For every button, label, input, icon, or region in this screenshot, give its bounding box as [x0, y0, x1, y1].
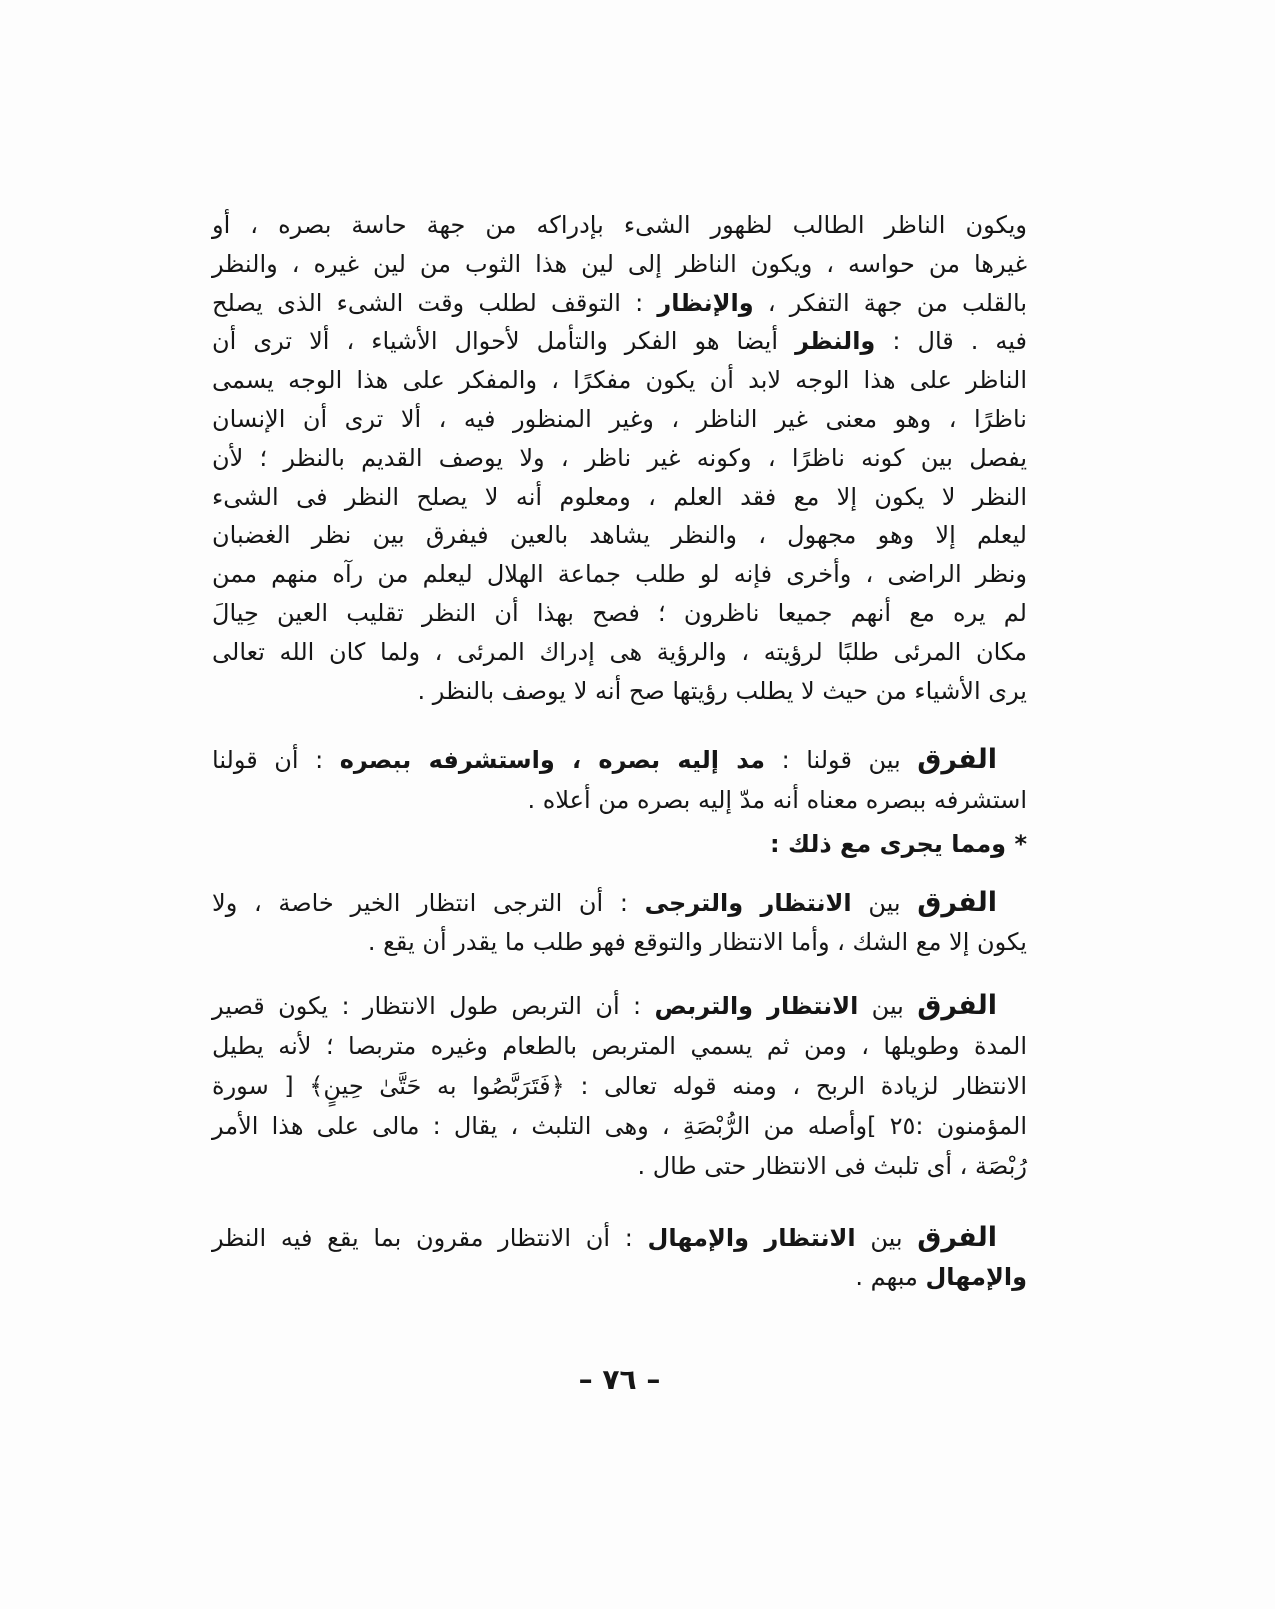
paragraph-lead-word: الفرق [917, 1222, 997, 1253]
bold-term: والإنظار [657, 288, 754, 317]
text-line [212, 322, 1027, 361]
bold-term: مد إليه بصره ، واستشرفه ببصره [339, 746, 766, 774]
paragraph-4 [212, 986, 1027, 1186]
bold-term: الانتظار والإمهال [647, 1224, 856, 1252]
bold-term: والنظر [795, 327, 876, 356]
line-text: مبهم . [855, 1262, 918, 1291]
text-line [212, 986, 1027, 1026]
text-line: ليعلم إلا وهو مجهول ، والنظر يشاهد بالعين فيفرق بين نظر الغضبان [212, 521, 1027, 550]
text-line: ويكون الناظر الطالب لظهور الشىء بإدراكه من جهة حاسة بصره ، أو [212, 211, 1027, 239]
bold-term: الانتظار والترجى [644, 889, 852, 917]
line-text: : أن الترجى انتظار الخير خاصة ، ولا [212, 889, 628, 917]
text-line: استشرفه ببصره معناه أنه مدّ إليه بصره من أعلاه . [527, 785, 1027, 814]
text-line: يكون إلا مع الشك ، وأما الانتظار والتوقع فهو طلب ما يقدر أن يقع . [367, 928, 1027, 956]
line-text: : أن التربص طول الانتظار : يكون قصير [212, 992, 642, 1020]
text-line: الانتظار لزيادة الربح ، ومنه قوله تعالى : ﴿فَتَرَبَّصُوا به حَتَّىٰ حِينٍ﴾ [ سورة [212, 1072, 1027, 1100]
line-text: بين [871, 992, 904, 1020]
text-line [212, 884, 1027, 923]
line-text: : التوقف لطلب وقت الشىء الذى يصلح [212, 288, 644, 317]
page-number: – ٧٦ – [578, 1363, 661, 1396]
line-text: فيه . قال : [892, 327, 1028, 356]
paragraph-3 [212, 884, 1027, 962]
text-line: غيرها من حواسه ، ويكون الناظر إلى لين هذا الثوب من لين غيره ، والنظر [212, 249, 1027, 278]
heading-text: * ومما يجرى مع ذلك : [770, 830, 1027, 858]
text-line [212, 1258, 1027, 1297]
line-text: بين [870, 1224, 903, 1252]
line-text: أيضا هو الفكر والتأمل لأحوال الأشياء ، ألا ترى أن [212, 327, 779, 356]
text-line: المؤمنون :٢٥ ]وأصله من الرُّبْصَةِ ، وهى التلبث ، يقال : مالى على هذا الأمر [212, 1112, 1028, 1140]
paragraph-lead-word: الفرق [917, 990, 998, 1021]
text-line: لم يره مع أنهم جميعا ناظرون ؛ فصح بهذا أن النظر تقليب العين حِيالَ [212, 598, 1027, 627]
text-line [212, 741, 1027, 781]
text-line: الناظر على هذا الوجه لابد أن يكون مفكرًا ، والمفكر على هذا الوجه يسمى [212, 366, 1027, 395]
bold-term: والإمهال [925, 1262, 1027, 1291]
bold-term: الانتظار والتربص [654, 992, 859, 1020]
paragraph-lead-word: الفرق [917, 744, 997, 775]
paragraph-2 [212, 741, 1027, 820]
section-heading [212, 825, 1027, 864]
text-line: المدة وطويلها ، ومن ثم يسمي المتربص بالطعام وغيره متربصا ؛ لأنه يطيل [212, 1032, 1027, 1060]
text-line [212, 284, 1027, 323]
paragraph-5 [212, 1219, 1027, 1296]
line-text: بين قولنا : [781, 746, 901, 774]
paragraph-1 [212, 206, 1027, 710]
line-text: بين [868, 889, 901, 917]
text-line: يرى الأشياء من حيث لا يطلب رؤيتها صح أنه لا يوصف بالنظر . [417, 676, 1027, 705]
text-line: يفصل بين كونه ناظرًا ، وكونه غير ناظر ، ولا يوصف القديم بالنظر ؛ لأن [212, 443, 1027, 472]
line-text: : أن قولنا [212, 746, 324, 774]
text-line: ناظرًا ، وهو معنى غير الناظر ، وغير المنظور فيه ، ألا ترى أن الإنسان [212, 404, 1027, 433]
text-line [212, 1219, 1027, 1258]
text-line: النظر لا يكون إلا مع فقد العلم ، ومعلوم أنه لا يصلح النظر فى الشىء [212, 482, 1027, 511]
text-line: ونظر الراضى ، وأخرى فإنه لو طلب جماعة الهلال ليعلم من رآه منهم ممن [212, 560, 1027, 589]
paragraph-lead-word: الفرق [917, 887, 997, 918]
text-line: رُبْصَة ، أى تلبث فى الانتظار حتى طال . [637, 1152, 1027, 1180]
line-text: : أن الانتظار مقرون بما يقع فيه النظر [212, 1224, 633, 1252]
line-text: بالقلب من جهة التفكر ، [767, 288, 1027, 317]
text-line: مكان المرئى طلبًا لرؤيته ، والرؤية هى إدراك المرئى ، ولما كان الله تعالى [212, 637, 1027, 666]
